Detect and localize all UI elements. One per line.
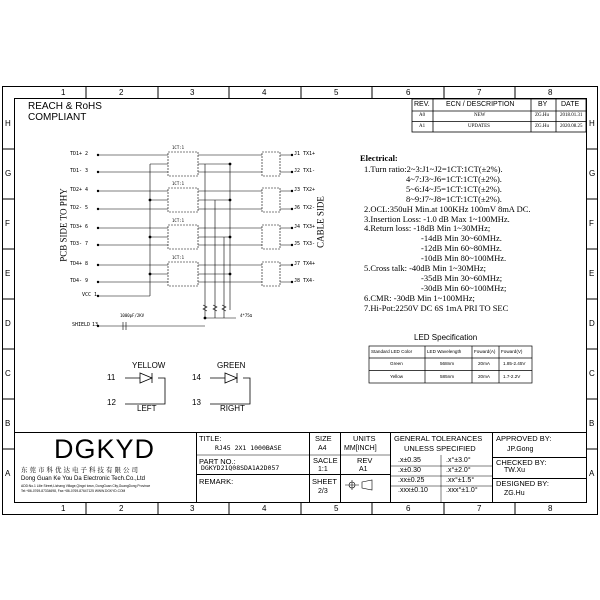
scale-value: 1:1 <box>318 466 328 473</box>
right-pin-label: J2 TX1- <box>294 168 316 174</box>
led-spec-header: Foward(V) <box>501 349 523 354</box>
right-pin-label: J1 TX1+ <box>294 151 316 157</box>
rev-row-1-rev: A1 <box>419 124 426 129</box>
led-spec-cell: 585nm <box>440 373 455 379</box>
led-spec-cell: 20mA <box>478 373 491 379</box>
company-name-cn: 东莞市科优达电子科技有限公司 <box>21 467 140 474</box>
border-row-right: D <box>589 319 595 328</box>
border-row-right: A <box>589 469 595 478</box>
company-contact: Tel:+86-0769-87334698, Fax:+86-0769-87647125 WWW.DGKYD.COM <box>21 489 126 493</box>
tolerance-title-2: UNLESS SPECIFIED <box>404 444 476 453</box>
right-pin-label: J6 TX2- <box>294 205 316 211</box>
rev-row-1-by: ZG.Hu <box>535 124 550 129</box>
led-green-pin-k: 13 <box>192 398 201 407</box>
rev-header-by: BY <box>538 101 548 108</box>
left-pin-label: TD2- 5 <box>70 205 89 211</box>
border-col-top: 6 <box>406 88 411 97</box>
led-spec-cell: 1.7-2.2V <box>503 373 521 379</box>
electrical-line: -35dB Min 30~60MHz; <box>421 272 503 283</box>
resistor-label: 4*75Ω <box>240 313 253 318</box>
border-col-bottom: 1 <box>61 504 66 513</box>
approved-label: APPROVED BY: <box>496 434 552 443</box>
capacitor-label: 1000pF/2KV <box>120 313 145 318</box>
border-row-right: C <box>589 369 595 378</box>
left-pin-label: TD2+ 4 <box>70 187 89 193</box>
electrical-line: -12dB Min 60~80MHz. <box>421 243 502 254</box>
company-address: ADD:No.1 Lilie Street,Lizhang Village,Qingxi town, DongGuan City,GuangDong Province <box>21 484 151 488</box>
tolerance-linear: .x±0.30 <box>398 467 421 474</box>
right-pin-label: J7 TX4+ <box>294 261 316 267</box>
units-label: UNITS <box>353 434 376 443</box>
border-row-right: B <box>589 419 595 428</box>
left-pin-label: TD1- 3 <box>70 168 89 174</box>
led-green-side: RIGHT <box>220 404 245 413</box>
tolerance-angular: .x°±3.0° <box>446 457 471 464</box>
led-spec-title: LED Specification <box>414 333 478 342</box>
electrical-line: 1.Turn ratio:2~3:J1~J2=1CT:1CT(±2%). <box>364 164 503 174</box>
border-col-bottom: 6 <box>406 504 411 513</box>
led-spec-header: Foward(A) <box>474 349 496 354</box>
electrical-line: -14dB Min 30~60MHz. <box>421 233 502 244</box>
electrical-line: 6.CMR: -30dB Min 1~100MHz; <box>364 292 475 303</box>
shield-label: SHIELD <box>72 322 91 328</box>
led-green-pin-a: 14 <box>192 373 201 382</box>
rev-header-date: DATE <box>561 101 580 108</box>
approved-value: JP.Gong <box>507 446 534 453</box>
border-col-bottom: 7 <box>477 504 482 513</box>
right-pin-label: J3 TX2+ <box>294 187 316 193</box>
border-col-bottom: 4 <box>262 504 267 513</box>
border-row-left: E <box>5 269 11 278</box>
border-row-left: B <box>5 419 11 428</box>
led-yellow-pin-k: 12 <box>107 398 116 407</box>
rev-value: A1 <box>359 466 368 473</box>
border-col-top: 4 <box>262 88 267 97</box>
tolerance-title-1: GENERAL TOLERANCES <box>394 434 483 443</box>
led-spec-cell: 1.85-2.45V <box>503 361 526 366</box>
transformer-label-2: 1CT:1 <box>172 181 185 186</box>
pcb-side-label: PCB SIDE TO PHY <box>58 188 69 262</box>
left-pin-label: TD3- 7 <box>70 241 89 247</box>
transformer-label-1: 1CT:1 <box>172 145 185 150</box>
electrical-line: -30dB Min 60~100MHz; <box>421 282 507 293</box>
checked-label: CHECKED BY: <box>496 458 547 467</box>
electrical-line: -10dB Min 80~100MHz. <box>421 253 507 264</box>
border-col-bottom: 2 <box>119 504 124 513</box>
border-row-left: C <box>5 369 11 378</box>
left-pin-label: TD3+ 6 <box>70 224 89 230</box>
tolerance-angular: .x°±2.0° <box>446 467 471 474</box>
led-yellow-pin-a: 11 <box>107 373 116 382</box>
title-value: RJ45 2X1 1000BASE <box>215 444 282 452</box>
size-label: SIZE <box>315 434 332 443</box>
electrical-title: Electrical: <box>360 153 398 163</box>
title-label: TITLE: <box>199 434 222 443</box>
border-col-top: 8 <box>548 88 553 97</box>
border-row-right: H <box>589 119 595 128</box>
rev-label: REV <box>357 456 373 465</box>
border-row-left: D <box>5 319 11 328</box>
rev-row-0-by: ZG.Hu <box>535 113 550 118</box>
left-pin-label: TD1+ 2 <box>70 151 89 157</box>
compliance-line-2: COMPLIANT <box>28 112 87 123</box>
cable-side-label: CABLE SIDE <box>315 196 326 248</box>
rev-row-1-desc: UPDATES <box>468 124 490 129</box>
led-green-name: GREEN <box>217 361 246 370</box>
tolerance-angular: .xx°±1.5° <box>446 477 475 484</box>
border-row-left: F <box>5 219 10 228</box>
border-row-left: H <box>5 119 11 128</box>
border-col-bottom: 3 <box>190 504 195 513</box>
tolerance-angular: .xxx°±1.0° <box>446 487 478 494</box>
remark-label: REMARK: <box>199 477 234 486</box>
compliance-line-1: REACH & RoHS <box>28 101 102 112</box>
border-row-right: F <box>589 219 594 228</box>
transformer-label-4: 1CT:1 <box>172 255 185 260</box>
left-pin-label: VCC 1 <box>82 292 98 298</box>
right-pin-label: J5 TX3- <box>294 241 316 247</box>
border-row-left: A <box>5 469 11 478</box>
border-col-top: 2 <box>119 88 124 97</box>
electrical-line: 3.Insertion Loss: -1.0 dB Max 1~100MHz. <box>364 213 510 224</box>
units-value: MM[INCH] <box>344 445 377 452</box>
border-col-bottom: 5 <box>334 504 339 513</box>
electrical-line: 4.Return loss: -18dB Min 1~30MHz; <box>364 223 491 234</box>
rev-header-desc: ECN / DESCRIPTION <box>446 101 515 108</box>
left-pin-label: TD4+ 8 <box>70 261 89 267</box>
right-pin-label: J4 TX3+ <box>294 224 316 230</box>
tolerance-linear: .xx±0.25 <box>398 477 425 484</box>
border-col-bottom: 8 <box>548 504 553 513</box>
checked-value: TW.Xu <box>504 467 526 474</box>
company-name-en: Dong Guan Ke You Da Electronic Tech.Co.,Ltd <box>21 476 145 482</box>
rev-row-0-desc: NEW <box>474 113 486 118</box>
part-number-label: PART NO.: <box>199 457 236 466</box>
led-spec-cell: Green <box>390 361 403 366</box>
led-spec-header: Standard LED Color <box>371 349 413 354</box>
rev-row-0-rev: A0 <box>419 113 426 118</box>
shield-pin: 13 <box>92 322 99 328</box>
designed-label: DESIGNED BY: <box>496 479 549 488</box>
left-pin-label: TD4- 9 <box>70 278 89 284</box>
part-number-value: DGKYD21Q08SDA1A2D057 <box>201 464 280 472</box>
led-spec-cell: 568nm <box>440 361 455 366</box>
tolerance-linear: .xxx±0.10 <box>398 487 428 494</box>
designed-value: ZG.Hu <box>504 490 525 497</box>
rev-header-rev: REV. <box>414 101 430 108</box>
border-col-top: 5 <box>334 88 339 97</box>
rev-row-1-date: 2020.08.25 <box>560 124 583 129</box>
electrical-line: 8~9:J7~J8=1CT:1CT(±2%). <box>406 193 502 204</box>
sheet-label: SHEET <box>312 477 338 486</box>
led-spec-header: LED Wavelength <box>427 349 462 354</box>
rev-row-0-date: 2018.01.31 <box>560 113 583 118</box>
tolerance-linear: .x±0.35 <box>398 457 421 464</box>
size-value: A4 <box>318 445 327 452</box>
electrical-line: 5.Cross talk: -40dB Min 1~30MHz; <box>364 263 486 273</box>
border-row-right: G <box>589 169 596 178</box>
border-col-top: 1 <box>61 88 66 97</box>
electrical-line: 4~7:J3~J6=1CT:1CT(±2%). <box>406 173 502 184</box>
led-wiring <box>125 378 250 404</box>
border-col-top: 3 <box>190 88 195 97</box>
electrical-line: 7.Hi-Pot:2250V DC 6S 1mA PRI TO SEC <box>364 302 509 313</box>
scale-label: SACLE <box>313 456 338 465</box>
right-pin-label: J8 TX4- <box>294 278 316 284</box>
led-spec-cell: Yellow <box>390 373 404 379</box>
projection-symbol <box>345 480 372 490</box>
border-col-top: 7 <box>477 88 482 97</box>
led-spec-cell: 20mA <box>478 361 491 366</box>
led-yellow-side: LEFT <box>137 404 157 413</box>
led-yellow-name: YELLOW <box>132 361 166 370</box>
electrical-line: 2.OCL:350uH Min.at 100KHz 100mV 8mA DC. <box>364 203 531 214</box>
company-logo: DGKYD <box>54 434 156 464</box>
sheet-value: 2/3 <box>318 488 328 495</box>
border-row-left: G <box>5 169 12 178</box>
electrical-line: 5~6:J4~J5=1CT:1CT(±2%). <box>406 183 502 194</box>
transformer-label-3: 1CT:1 <box>172 218 185 223</box>
border-row-right: E <box>589 269 595 278</box>
